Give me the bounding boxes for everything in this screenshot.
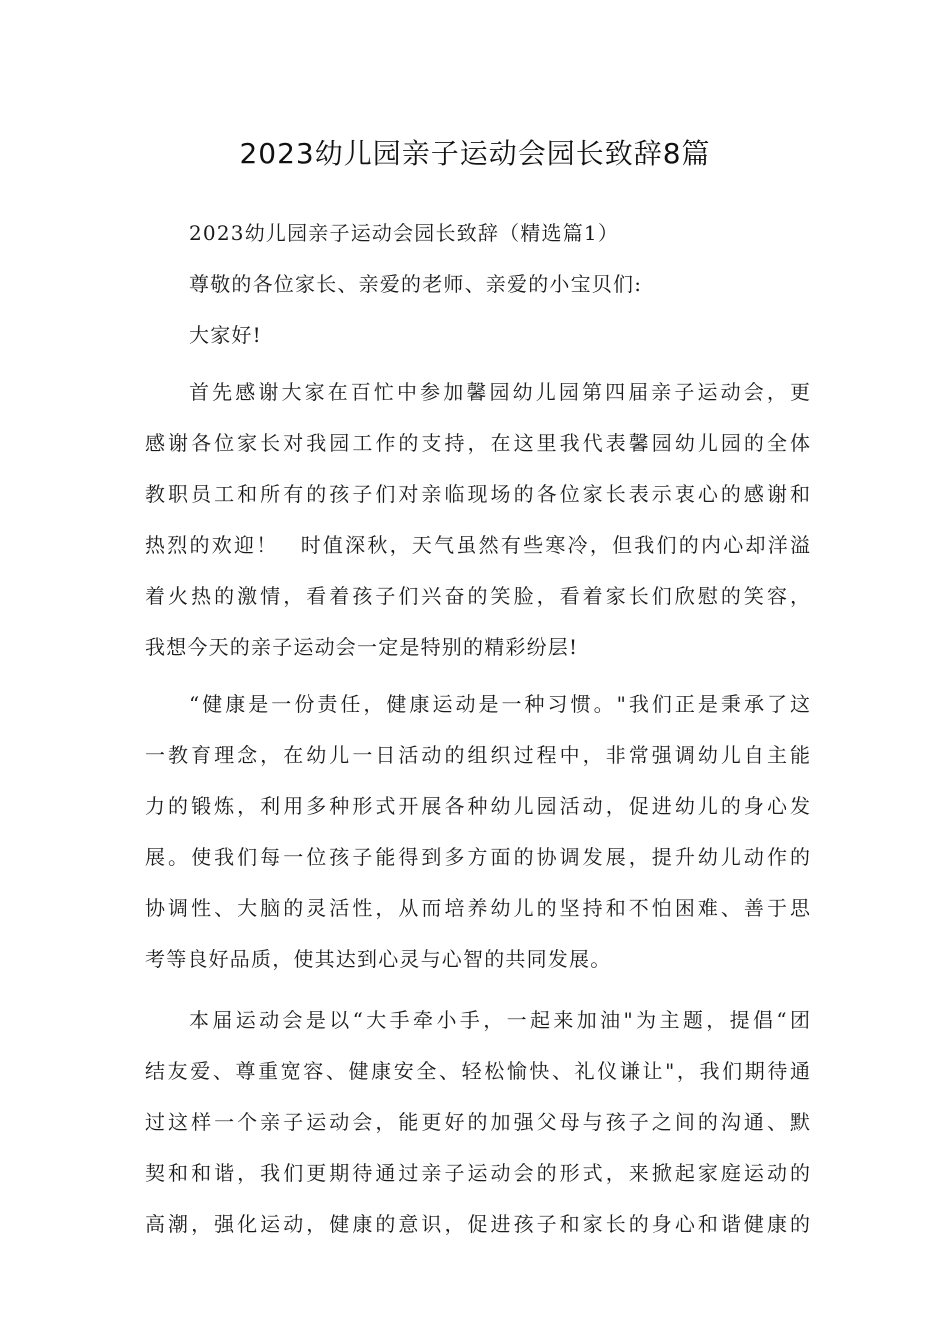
paragraph-line: 结友爱、尊重宽容、健康安全、轻松愉快、礼仪谦让"，我们期待通 xyxy=(145,1059,810,1083)
greeting: 大家好! xyxy=(189,323,262,347)
paragraph-line: 我想今天的亲子运动会一定是特别的精彩纷层! xyxy=(145,635,579,659)
document-title: 2023幼儿园亲子运动会园长致辞8篇 xyxy=(239,137,711,170)
section-heading: 2023幼儿园亲子运动会园长致辞（精选篇1） xyxy=(189,221,620,245)
paragraph-2 xyxy=(145,679,810,985)
paragraph-line: “健康是一份责任，健康运动是一种习惯。"我们正是秉承了这 xyxy=(189,692,810,716)
paragraph-line: 本届运动会是以“大手牵小手，一起来加油"为主题，提倡“团 xyxy=(189,1008,810,1032)
paragraph-line: 展。使我们每一位孩子能得到多方面的协调发展，提升幼儿动作的 xyxy=(145,845,810,869)
paragraph-line: 一教育理念，在幼儿一日活动的组织过程中，非常强调幼儿自主能 xyxy=(145,743,810,767)
paragraph-3 xyxy=(145,995,810,1250)
paragraph-1 xyxy=(145,367,810,673)
paragraph-line: 感谢各位家长对我园工作的支持，在这里我代表馨园幼儿园的全体 xyxy=(145,431,810,455)
paragraph-line: 热烈的欢迎！ 时值深秋，天气虽然有些寒冷，但我们的内心却洋溢 xyxy=(145,533,810,557)
paragraph-line: 考等良好品质，使其达到心灵与心智的共同发展。 xyxy=(145,947,612,971)
paragraph-line: 教职员工和所有的孩子们对亲临现场的各位家长表示衷心的感谢和 xyxy=(145,482,810,506)
paragraph-line: 高潮，强化运动，健康的意识，促进孩子和家长的身心和谐健康的 xyxy=(145,1212,810,1236)
paragraph-line: 力的锻炼，利用多种形式开展各种幼儿园活动，促进幼儿的身心发 xyxy=(145,794,810,818)
salutation: 尊敬的各位家长、亲爱的老师、亲爱的小宝贝们: xyxy=(189,272,643,296)
paragraph-line: 协调性、大脑的灵活性，从而培养幼儿的坚持和不怕困难、善于思 xyxy=(145,896,810,920)
document-body xyxy=(145,208,810,1250)
paragraph-line: 契和和谐，我们更期待通过亲子运动会的形式，来掀起家庭运动的 xyxy=(145,1161,810,1185)
paragraph-line: 首先感谢大家在百忙中参加馨园幼儿园第四届亲子运动会，更 xyxy=(189,380,810,404)
paragraph-line: 着火热的激情，看着孩子们兴奋的笑脸，看着家长们欣慰的笑容， xyxy=(145,584,810,608)
paragraph-line: 过这样一个亲子运动会，能更好的加强父母与孩子之间的沟通、默 xyxy=(145,1110,810,1134)
